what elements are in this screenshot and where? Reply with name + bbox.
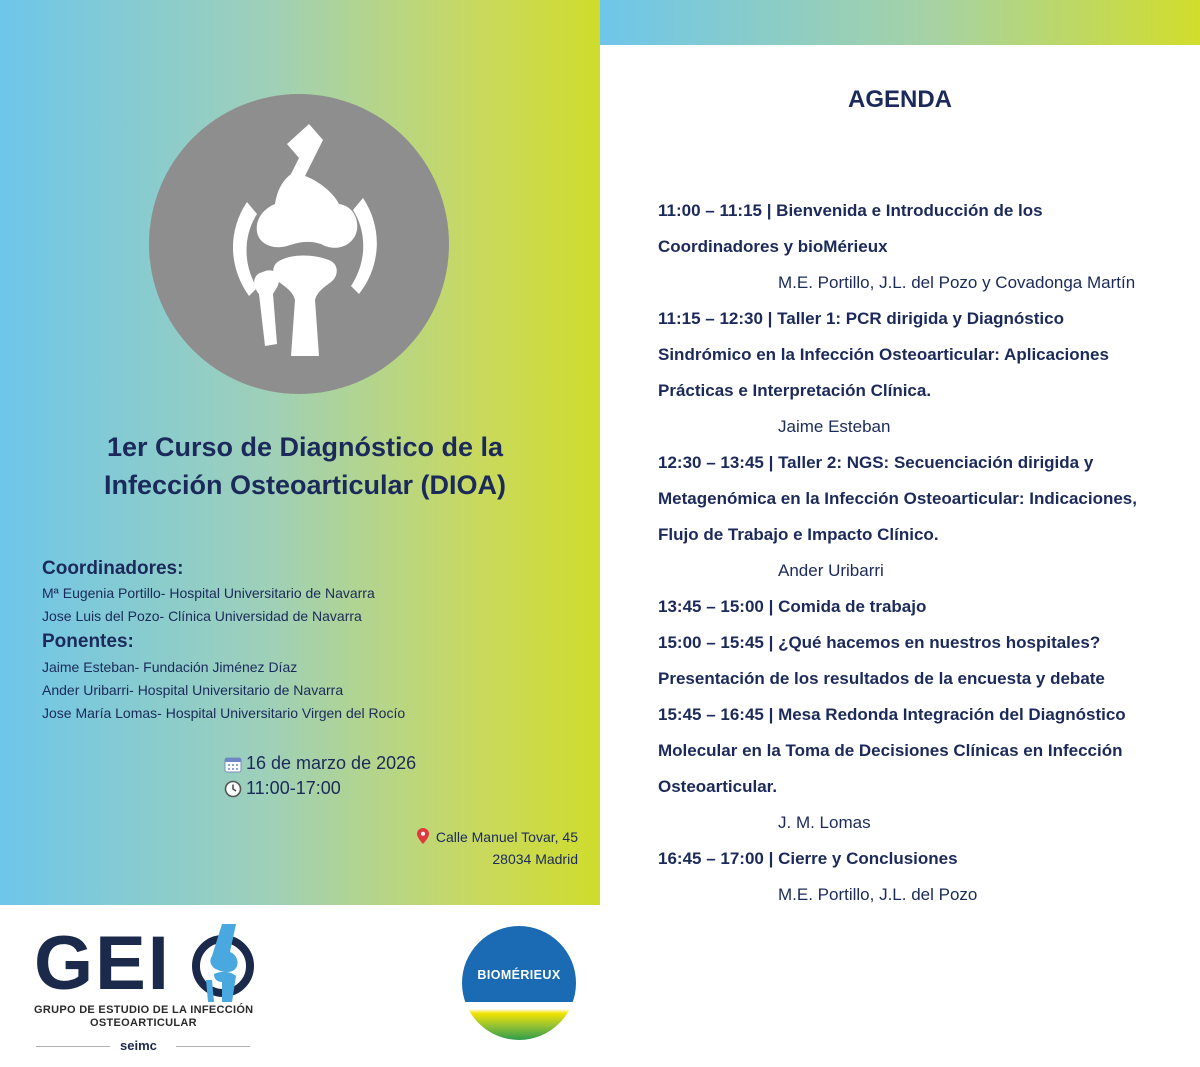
gei-logo-subtitle2: OSTEOARTICULAR	[90, 1017, 197, 1029]
agenda-speaker-line: M.E. Portillo, J.L. del Pozo y Covadonga Martín	[778, 273, 1136, 292]
speaker-item: Jaime Esteban- Fundación Jiménez Díaz	[42, 659, 298, 675]
agenda-item-line: 11:00 – 11:15 | Bienvenida e Introducción de los	[658, 201, 1043, 220]
biomerieux-logo-blue	[462, 926, 576, 1002]
top-gradient-strip	[600, 0, 1200, 45]
event-date-text: 16 de marzo de 2026	[246, 753, 417, 773]
event-date	[224, 753, 416, 774]
agenda-item-line: Molecular en la Toma de Decisiones Clínicas en Infección	[658, 741, 1123, 760]
biomerieux-logo	[462, 926, 576, 1040]
location-pin-icon	[417, 828, 429, 847]
agenda-speaker-line: J. M. Lomas	[778, 813, 871, 832]
course-title-line1: 1er Curso de Diagnóstico de la	[106, 432, 504, 462]
agenda-speaker-line: Ander Uribarri	[778, 561, 884, 580]
address-city: 28034 Madrid	[492, 851, 578, 867]
biomerieux-logo-text: BIOMÉRIEUX	[477, 968, 561, 982]
course-title	[40, 428, 570, 504]
clock-icon	[224, 780, 242, 798]
agenda-item-line: 11:15 – 12:30 | Taller 1: PCR dirigida y Diagnóstico	[658, 309, 1064, 328]
coordinator-item: Mª Eugenia Portillo- Hospital Universitario de Navarra	[42, 585, 375, 601]
gei-divider-left	[36, 1046, 110, 1047]
speaker-item: Jose María Lomas- Hospital Universitario Virgen del Rocío	[42, 705, 406, 721]
coordinator-item: Jose Luis del Pozo- Clínica Universidad de Navarra	[42, 608, 362, 624]
gei-logo-subtitle1: GRUPO DE ESTUDIO DE LA INFECCIÓN	[34, 1004, 254, 1016]
calendar-icon	[224, 755, 242, 773]
gei-knee-icon	[192, 922, 254, 1009]
knee-joint-icon	[149, 94, 449, 394]
agenda-item-line: 15:00 – 15:45 | ¿Qué hacemos en nuestros hospitales?	[658, 633, 1101, 652]
agenda-item-line: Osteoarticular.	[658, 777, 778, 796]
gei-divider-right	[176, 1046, 250, 1047]
agenda-item-line: Presentación de los resultados de la encuesta y debate	[658, 669, 1105, 688]
event-time-text: 11:00-17:00	[246, 778, 341, 798]
agenda-item-line: Sindrómico en la Infección Osteoarticular: Aplicaciones	[658, 345, 1109, 364]
agenda-speaker-line: Jaime Esteban	[778, 417, 891, 436]
agenda-item-line: 12:30 – 13:45 | Taller 2: NGS: Secuenciación dirigida y	[658, 453, 1094, 472]
gei-logo	[28, 918, 268, 1058]
agenda-title: AGENDA	[847, 86, 952, 113]
agenda-item-line: Coordinadores y bioMérieux	[658, 237, 888, 256]
agenda-item-line: Prácticas e Interpretación Clínica.	[658, 381, 932, 400]
coordinators-heading: Coordinadores:	[42, 558, 184, 579]
address-street: Calle Manuel Tovar, 45	[435, 829, 578, 845]
speaker-item: Ander Uribarri- Hospital Universitario de Navarra	[42, 682, 344, 698]
speakers-heading: Ponentes:	[42, 631, 134, 652]
address-line1	[417, 828, 578, 847]
agenda-item-line: 15:45 – 16:45 | Mesa Redonda Integración del Diagnóstico	[658, 705, 1126, 724]
agenda-item-line: Metagenómica en la Infección Osteoarticular: Indicaciones,	[658, 489, 1137, 508]
agenda-item-line: Flujo de Trabajo e Impacto Clínico.	[658, 525, 939, 544]
agenda-item-line: 13:45 – 15:00 | Comida de trabajo	[658, 597, 927, 616]
gei-logo-letters: GEI	[34, 921, 171, 1006]
course-title-line2: Infección Osteoarticular (DIOA)	[103, 470, 507, 500]
event-time	[224, 778, 341, 799]
seimc-label: seimc	[120, 1038, 157, 1053]
agenda-speaker-line: M.E. Portillo, J.L. del Pozo	[778, 885, 978, 904]
biomerieux-logo-band	[462, 1002, 576, 1040]
agenda-item-line: 16:45 – 17:00 | Cierre y Conclusiones	[658, 849, 958, 868]
